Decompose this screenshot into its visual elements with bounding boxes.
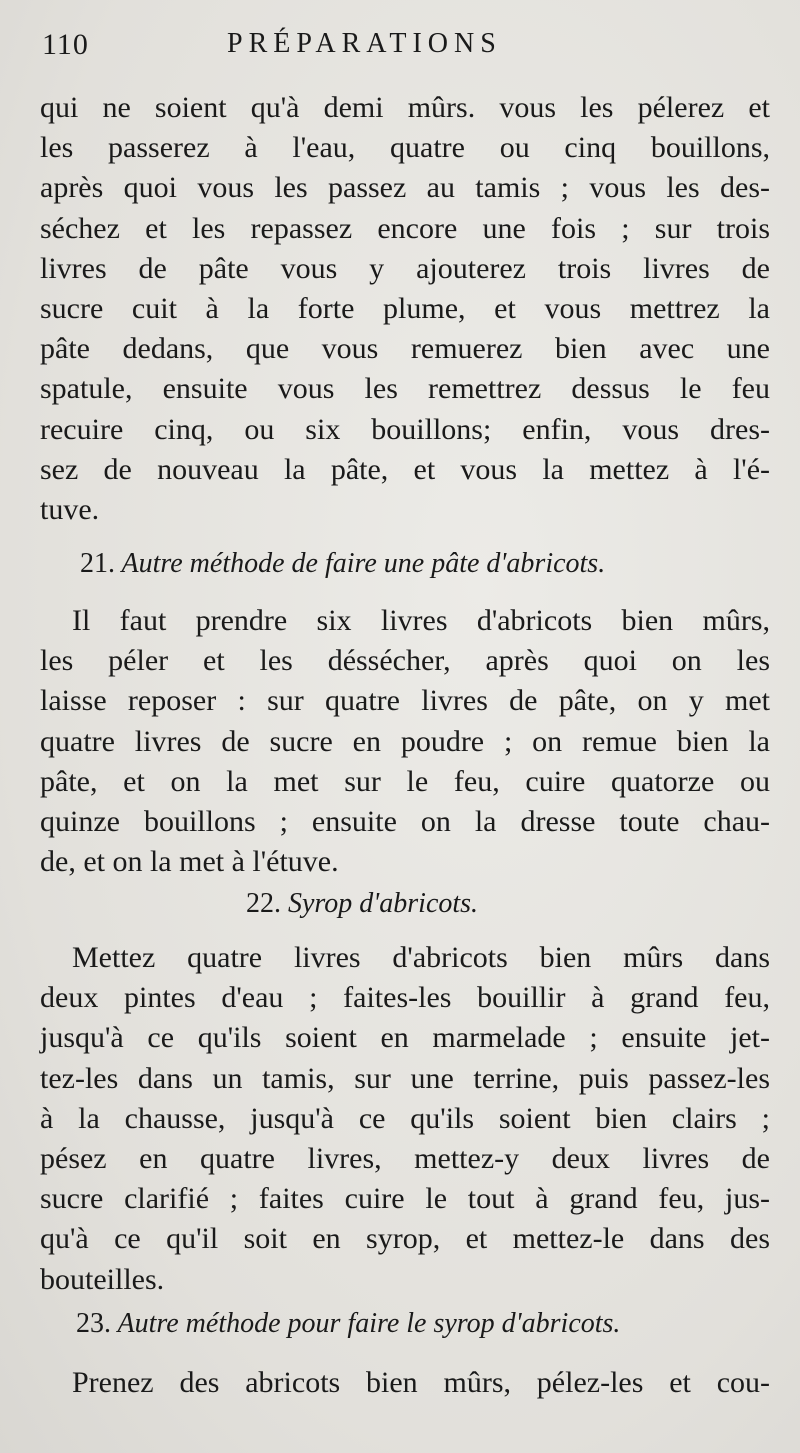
paragraph-21 <box>40 601 770 882</box>
text-line: de, et on la met à l'étuve. <box>40 845 339 879</box>
text-line: quatre livres de sucre en poudre ; on remue bien la <box>40 724 770 758</box>
text-line: jusqu'à ce qu'ils soient en marmelade ; ensuite jet- <box>40 1021 770 1055</box>
text-line: Mettez quatre livres d'abricots bien mûrs dans <box>72 941 770 974</box>
text-line: à la chausse, jusqu'à ce qu'ils soient bien clairs ; <box>40 1101 770 1135</box>
text-line: pâte dedans, que vous remuerez bien avec une <box>40 332 770 366</box>
heading-text: Autre méthode de faire une pâte d'abricots. <box>121 548 606 579</box>
text-line: sez de nouveau la pâte, et vous la mettez à l'é- <box>40 452 770 486</box>
running-head <box>42 28 760 68</box>
text-line: sucre cuit à la forte plume, et vous mettrez la <box>40 292 770 326</box>
text-line: après quoi vous les passez au tamis ; vous les des- <box>40 171 770 205</box>
text-line: séchez et les repassez encore une fois ; sur trois <box>40 211 770 245</box>
text-line: deux pintes d'eau ; faites-les bouillir à grand feu, <box>40 981 770 1015</box>
text-line: livres de pâte vous y ajouterez trois livres de <box>40 251 770 285</box>
text-line: les péler et les déssécher, après quoi on les <box>40 644 770 678</box>
text-line: sucre clarifié ; faites cuire le tout à grand feu, jus- <box>40 1182 770 1216</box>
section-title: PRÉPARATIONS <box>227 28 502 59</box>
heading-number: 22. <box>246 888 281 919</box>
heading-number: 21. <box>80 548 115 579</box>
heading-text: Autre méthode pour faire le syrop d'abricots. <box>117 1308 621 1339</box>
text-line: spatule, ensuite vous les remettrez dessus le feu <box>40 372 770 406</box>
text-line: tez-les dans un tamis, sur une terrine, puis passez-les <box>40 1061 770 1095</box>
text-line: les passerez à l'eau, quatre ou cinq bouillons, <box>40 131 770 165</box>
paragraph-continued <box>40 88 770 530</box>
text-line: pésez en quatre livres, mettez-y deux livres de <box>40 1142 770 1176</box>
text-line: bouteilles. <box>40 1262 165 1296</box>
heading-text: Syrop d'abricots. <box>288 888 479 919</box>
page-number: 110 <box>42 28 89 61</box>
text-line: tuve. <box>40 493 100 527</box>
text-line: qui ne soient qu'à demi mûrs. vous les pélerez et <box>40 91 770 124</box>
text-line: quinze bouillons ; ensuite on la dresse toute chau- <box>40 805 770 839</box>
text-line: Il faut prendre six livres d'abricots bien mûrs, <box>72 604 770 637</box>
heading-number: 23. <box>76 1308 111 1339</box>
text-line: qu'à ce qu'il soit en syrop, et mettez-le dans des <box>40 1222 770 1256</box>
section-heading-21 <box>80 548 605 580</box>
section-heading-22 <box>246 888 478 920</box>
paragraph-22 <box>40 938 770 1300</box>
text-line: laisse reposer : sur quatre livres de pâte, on y met <box>40 684 770 718</box>
paragraph-23 <box>40 1363 770 1403</box>
text-line: pâte, et on la met sur le feu, cuire quatorze ou <box>40 764 770 798</box>
text-line: recuire cinq, ou six bouillons; enfin, vous dres- <box>40 412 770 446</box>
section-heading-23 <box>76 1308 620 1340</box>
text-line: Prenez des abricots bien mûrs, pélez-les et cou- <box>72 1366 770 1399</box>
